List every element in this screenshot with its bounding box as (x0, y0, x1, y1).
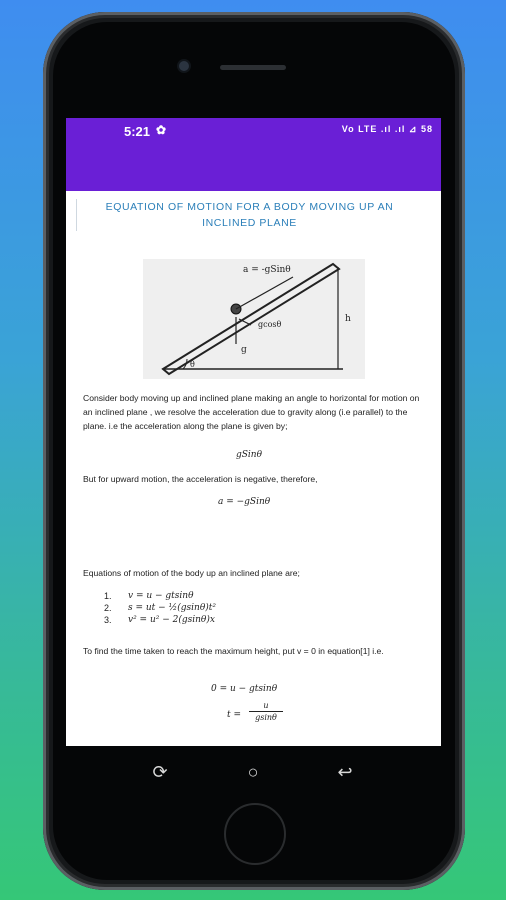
physical-home-button[interactable] (224, 803, 286, 865)
height-label: h (345, 314, 351, 324)
status-bar (66, 118, 441, 145)
status-indicators: Vo LTE .ıl .ıl ⊿ 58 (341, 124, 433, 134)
angle-label: θ (190, 360, 195, 369)
article-title: EQUATION OF MOTION FOR A BODY MOVING UP AN INCLINED PLANE (76, 199, 422, 231)
equation-zero: 0 = u − gtsinθ (211, 684, 278, 694)
home-nav-icon[interactable]: ○ (247, 762, 259, 782)
paragraph-3: Equations of motion of the body up an inclined plane are; (83, 568, 300, 578)
settings-icon: ✿ (156, 123, 167, 137)
app-bar (66, 145, 441, 191)
back-icon[interactable]: ↩ (337, 762, 353, 782)
equation-gsin: gSinθ (236, 450, 263, 460)
equation-a: a = −gSinθ (218, 497, 271, 507)
g-label: g (241, 345, 247, 355)
device-screen (66, 118, 441, 746)
paragraph-2: But for upward motion, the acceleration is negative, therefore, (83, 474, 318, 484)
fraction-bar (249, 711, 283, 712)
fraction-denominator: gsinθ (255, 713, 277, 722)
accel-label: a = -gSinθ (243, 265, 291, 275)
android-nav-bar (66, 747, 441, 807)
status-time: 5:21 (124, 124, 151, 139)
recent-apps-icon[interactable]: ⟳ (152, 762, 168, 782)
equation-t-fraction (249, 701, 283, 722)
gcos-label: gcosθ (258, 320, 282, 329)
fraction-numerator: u (263, 701, 269, 710)
earpiece-speaker (220, 65, 286, 70)
article-content[interactable]: EQUATION OF MOTION FOR A BODY MOVING UP AN INCLINED PLANE a = -gSinθ gcosθ g h θ Consider body moving up and inclined plane making an angle to horizontal for motion on an inclined plane , we resolve the acceleration due to gravity along (i.e parallel) to the plane. i.e the acceleration along the plane is given by; gSinθ But for upward motion, the acceleration is negative, therefore, a = −gSinθ Equations of motion of the body up an inclined plane are; 1. v = u − gtsinθ 2. s = ut − ½(gsinθ)t² 3. v² = u² − 2(gsinθ)x To find the time taken to reach the maximum height, put v = 0 in equation[1] i.e. 0 = u − gtsinθ t = u gsinθ (66, 191, 441, 746)
inclined-plane-figure (143, 259, 365, 379)
paragraph-1: Consider body moving up and inclined plane making an angle to horizontal for motion on an inclined plane , we resolve the acceleration due to gravity along (i.e parallel) to the plane. i.e the acceleration along the plane is given by; (83, 393, 420, 431)
equation-t-lhs: t = (227, 710, 242, 720)
front-camera (179, 61, 189, 71)
paragraph-4: To find the time taken to reach the maximum height, put v = 0 in equation[1] i.e. (83, 646, 384, 656)
